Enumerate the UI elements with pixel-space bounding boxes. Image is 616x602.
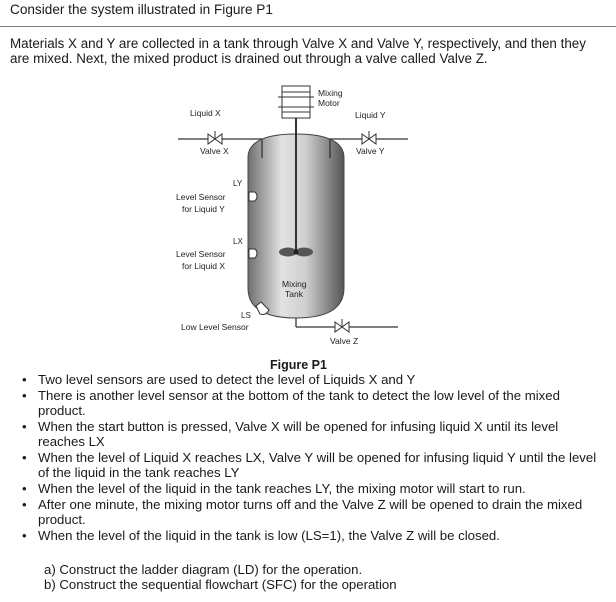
valve-z-icon [335,319,349,332]
mixing-motor-label-2: Motor [318,98,340,108]
divider [0,26,616,27]
problem-description: Materials X and Y are collected in a tank through Valve X and Valve Y, respectively, and then they are mixed. Next, the mixed product is drained out through a valve called Valve Z. [10,36,586,66]
valve-x-label: Valve X [200,146,229,156]
requirements-list [18,372,598,544]
ls-sensor-tag: LS [241,311,251,320]
list-item: • After one minute, the mixing motor turns off and the Valve Z will be opened to drain the mixed product. [18,497,598,527]
list-item: • Two level sensors are used to detect the level of Liquids X and Y [18,372,598,387]
valve-y-icon [362,131,376,144]
lx-sensor-label-1: Level Sensor [176,249,226,259]
ly-sensor-label-1: Level Sensor [176,192,226,202]
task-item: a) Construct the ladder diagram (LD) for the operation. [44,562,363,577]
task-list [44,562,397,592]
liquid-y-label: Liquid Y [355,110,386,120]
ly-sensor-tag: LY [233,179,243,188]
valve-y-label: Valve Y [356,146,385,156]
figure-caption: Figure P1 [270,358,327,372]
ly-sensor-label-2: for Liquid Y [182,204,225,214]
tank-label-2: Tank [285,289,303,299]
valve-z-label: Valve Z [330,336,359,346]
ly-sensor-icon [249,192,257,201]
valve-x-icon [208,131,222,144]
figure-p1-diagram [170,82,440,362]
tank-label-1: Mixing [282,279,307,289]
liquid-x-label: Liquid X [190,108,221,118]
list-item: • When the level of the liquid in the tank reaches LY, the mixing motor will start to run. [18,481,598,496]
list-item: • When the level of Liquid X reaches LX, Valve Y will be opened for infusing liquid Y until the level of the liquid in the tank reaches LY [18,450,598,480]
list-item: • When the start button is pressed, Valve X will be opened for infusing liquid X until its level reaches LX [18,419,598,449]
lx-sensor-label-2: for Liquid X [182,261,225,271]
mixing-motor-label-1: Mixing [318,88,343,98]
task-item: b) Construct the sequential flowchart (SFC) for the operation [44,577,397,592]
lx-sensor-icon [249,249,257,258]
intro-line: Consider the system illustrated in Figure P1 [10,2,273,17]
list-item: • When the level of the liquid in the tank is low (LS=1), the Valve Z will be closed. [18,528,598,543]
list-item: • There is another level sensor at the bottom of the tank to detect the low level of the mixed product. [18,388,598,418]
ls-sensor-label: Low Level Sensor [181,322,249,332]
lx-sensor-tag: LX [233,237,243,246]
